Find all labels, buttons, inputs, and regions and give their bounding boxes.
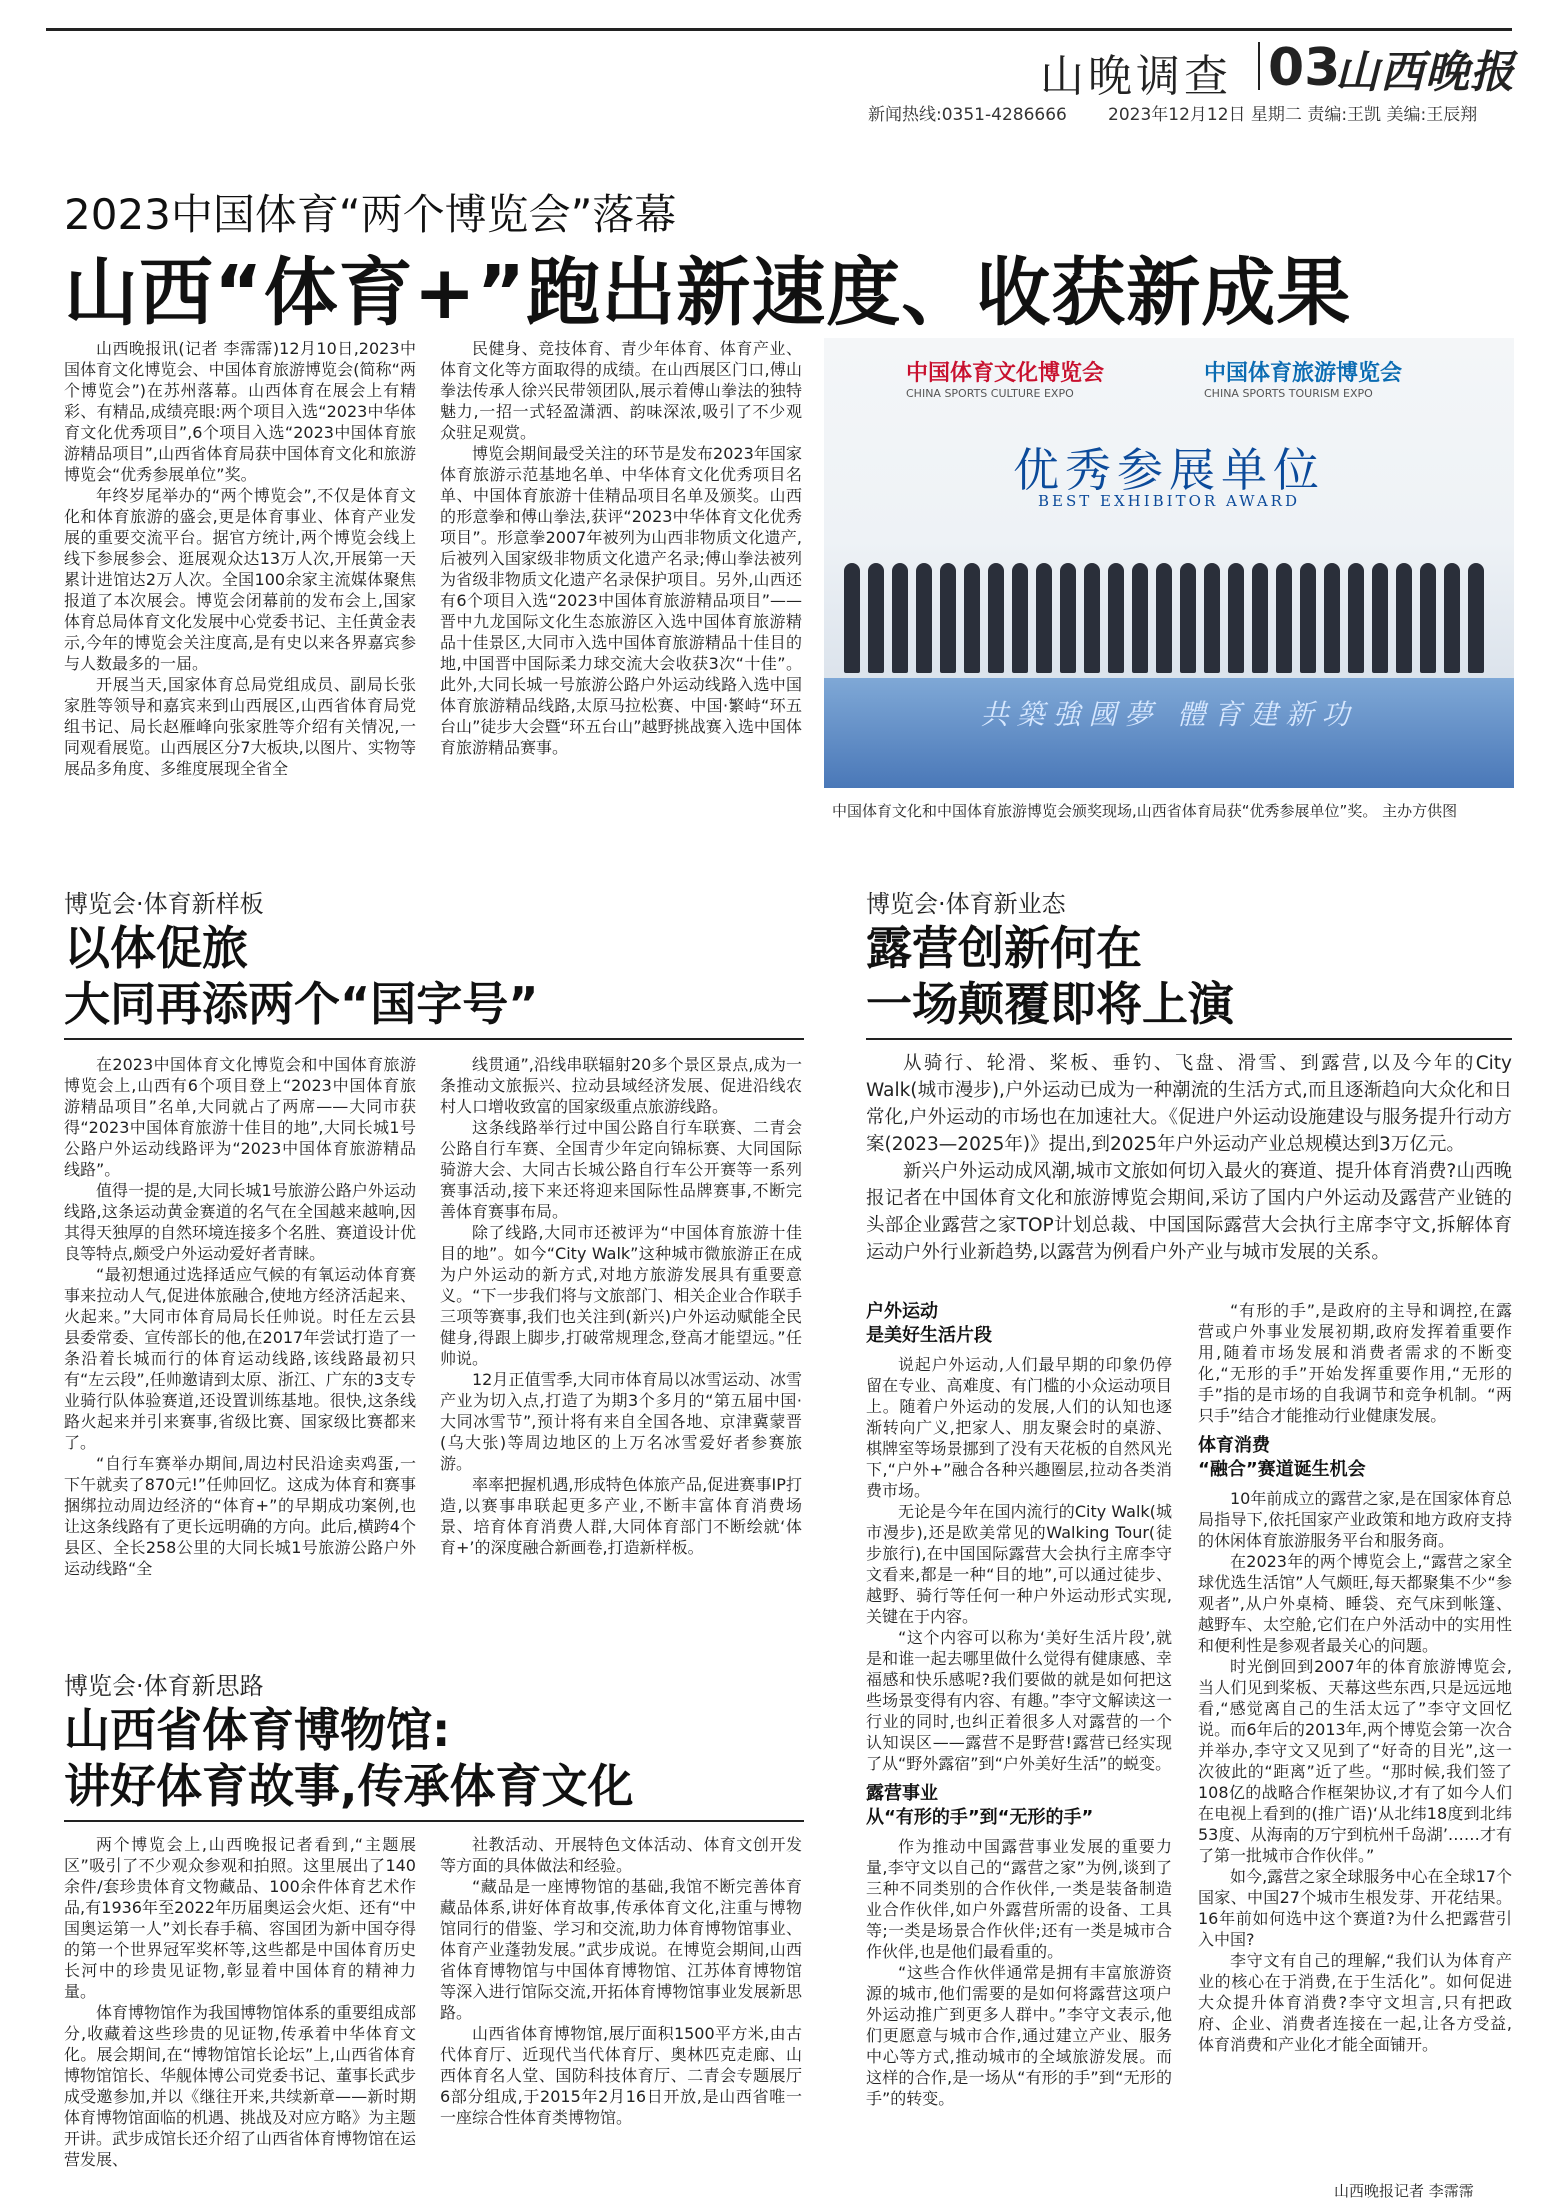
page-number: 03 (1268, 38, 1341, 98)
paragraph: 从骑行、轮滑、桨板、垂钓、飞盘、滑雪、到露营,以及今年的City Walk(城市漫步),户外运动已成为一种潮流的生活方式,而且逐渐趋向大众化和日常化,户外运动的市场也在加速社大。《促进户外运动设施建设与服务提升行动方案(2023—2025年)》提出,到2025年户外运动产业总规模达到3万亿元。 (866, 1053, 1512, 1155)
paragraph: 山西晚报讯(记者 李霈霈)12月10日,2023中国体育文化博览会、中国体育旅游博览会(简称“两个博览会”)在苏州落幕。山西体育在展会上有精彩、有精品,成绩亮眼:两个项目入选“2023中华体育文化优秀项目”,6个项目入选“2023中国体育旅游精品项目”,山西省体育局获中国体育文化和旅游博览会“优秀参展单位”奖。 (64, 339, 416, 484)
paragraph: “自行车赛举办期间,周边村民沿途卖鸡蛋,一下午就卖了870元!”任帅回忆。这成为体育和赛事捆绑拉动周边经济的“体育+”的早期成功案例,也让这条线路有了更长远明确的方向。此后,横跨4个县区、全长258公里的大同长城1号旅游公路户外运动线路“全 (64, 1454, 416, 1578)
paragraph: “这些合作伙伴通常是拥有丰富旅游资源的城市,他们需要的是如何将露营这项户外运动推广到更多人群中。”李守文表示,他们更愿意与城市合作,通过建立产业、服务中心等方式,推动城市的全域旅游发展。而这样的合作,是一场从“有形的手”到“无形的手”的转变。 (866, 1963, 1172, 2108)
paragraph: 年终岁尾举办的“两个博览会”,不仅是体育文化和体育旅游的盛会,更是体育事业、体育产业发展的重要交流平台。据官方统计,两个博览会线上线下参展参会、逛展观众达13万人次,开展第一天累计进馆达2万人次。全国100余家主流媒体聚焦报道了本次展会。博览会闭幕前的发布会上,国家体育总局体育文化发展中心党委书记、主任黄金表示,今年的博览会关注度高,是有史以来各界嘉宾参与人数最多的一届。 (64, 486, 417, 673)
main-headline: 山西“体育+”跑出新速度、收获新成果 (64, 250, 1352, 336)
top-rule (46, 28, 1512, 31)
section-name: 山晚调查 (1040, 51, 1232, 102)
paragraph: 12月正值雪季,大同市体育局以冰雪运动、冰雪产业为切入点,打造了为期3个多月的“第五届中国·大同冰雪节”,预计将有来自全国各地、京津冀蒙晋(乌大张)等周边地区的上万名冰雪爱好者参赛旅游。 (440, 1370, 802, 1473)
subhead-consumption: 体育消费 “融合”赛道诞生机会 (1198, 1435, 1366, 1480)
award-recipients (824, 533, 1514, 683)
newspaper-logo: 山西晚报 (1335, 47, 1515, 98)
paragraph: 无论是今年在国内流行的City Walk(城市漫步),还是欧美常见的Walking Tour(徒步旅行),在中国国际露营大会执行主席李守文看来,都是一种“目的地”,可以通过徒步、越野、骑行等任何一种户外运动形式实现,关键在于内容。 (866, 1502, 1172, 1626)
date-editors: 2023年12月12日 星期二 责编:王凯 美编:王辰翔 (1108, 105, 1478, 125)
masthead-divider (1258, 42, 1260, 90)
paragraph: 这条线路举行过中国公路自行车联赛、二青会公路自行车赛、全国青少年定向锦标赛、大同国际骑游大会、大同古长城公路自行车公开赛等一系列赛事活动,接下来还将迎来国际性品牌赛事,不断完善体育赛事布局。 (440, 1118, 802, 1221)
award-title-en: BEST EXHIBITOR AWARD (1037, 492, 1301, 510)
datong-kicker: 博览会·体育新样板 (64, 890, 264, 918)
paragraph: 博览会期间最受关注的环节是发布2023年国家体育旅游示范基地名单、中华体育文化优秀项目名单、中国体育旅游十佳精品项目名单及颁奖。山西的形意拳和傅山拳法,获评“2023中华体育文化优秀项目”。形意拳2007年被列为山西非物质文化遗产,后被列入国家级非物质文化遗产名录;傅山拳法被列为省级非物质文化遗产名录保护项目。另外,山西还有6个项目入选“2023中国体育旅游精品项目”——晋中九龙国际文化生态旅游区入选中国体育旅游精品十佳景区,大同市入选中国体育旅游精品十佳目的地,中国晋中国际柔力球交流大会收获3次“十佳”。此外,大同长城一号旅游公路户外运动线路入选中国体育旅游精品线路,太原马拉松赛、中国·繁峙“环五台山”徒步大会暨“环五台山”越野挑战赛入选中国体育旅游精品赛事。 (440, 444, 802, 757)
award-title: 优秀参展单位 (1013, 443, 1325, 497)
main-col-2 (440, 338, 802, 758)
paragraph: “最初想通过选择适应气候的有氧运动体育赛事来拉动人气,促进体旅融合,使地方经济活起来、火起来。”大同市体育局局长任帅说。时任左云县县委常委、宣传部长的他,在2017年尝试打造了一条沿着长城而行的体育运动线路,该线路最初只有“左云段”,任帅邀请到太原、浙江、广东的3支专业骑行队体验赛道,还设置训练基地。很快,这条线路火起来并引来赛事,省级比赛、国家级比赛都来了。 (64, 1265, 416, 1452)
news-hotline: 新闻热线:0351-4286666 (868, 105, 1067, 125)
subhead-outdoor: 户外运动 是美好生活片段 (866, 1301, 992, 1346)
paragraph: 新兴户外运动成风潮,城市文旅如何切入最火的赛道、提升体育消费?山西晚报记者在中国体育文化和旅游博览会期间,采访了国内户外运动及露营产业链的头部企业露营之家TOP计划总裁、中国国际露营大会执行主席李守文,拆解体育运动户外行业新趋势,以露营为例看户外产业与城市发展的关系。 (866, 1161, 1512, 1263)
camping-col-2 (1198, 1300, 1512, 2055)
paragraph: 线贯通”,沿线串联辐射20多个景区景点,成为一条推动文旅振兴、拉动县域经济发展、促进沿线农村人口增收致富的国家级重点旅游线路。 (440, 1055, 802, 1116)
paragraph: 两个博览会上,山西晚报记者看到,“主题展区”吸引了不少观众参观和拍照。这里展出了140余件/套珍贵体育文物藏品、100余件体育艺术作品,有1936年至2022年历届奥运会火炬、还有“中国奥运第一人”刘长春手稿、容国团为新中国夺得的第一个世界冠军奖杯等,这些都是中国体育历史长河中的珍贵见证物,彰显着中国体育的精神力量。 (64, 1835, 416, 2001)
paragraph: 作为推动中国露营事业发展的重要力量,李守文以自己的“露营之家”为例,谈到了三种不同类别的合作伙伴,一类是装备制造业合作伙伴,如户外露营所需的设备、工具等;一类是场景合作伙伴;还有一类是城市合作伙伴,也是他们最看重的。 (866, 1837, 1172, 1961)
paragraph: 在2023中国体育文化博览会和中国体育旅游博览会上,山西有6个项目登上“2023中国体育旅游精品项目”名单,大同就占了两席——大同市获得“2023中国体育旅游十佳目的地”,大同长城1号公路户外运动线路评为“2023中国体育旅游精品线路”。 (64, 1055, 416, 1179)
tourism-expo-logo: 中国体育旅游博览会 CHINA SPORTS TOURISM EXPO (1204, 361, 1403, 400)
paragraph: “藏品是一座博物馆的基础,我馆不断完善体育藏品体系,讲好体育故事,传承体育文化,注重与博物馆同行的借鉴、学习和交流,助力体育博物馆事业、体育产业蓬勃发展。”武步成说。在博览会期间,山西省体育博物馆与中国体育博物馆、江苏体育博物馆等深入进行馆际交流,开拓体育博物馆事业发展新思路。 (440, 1877, 802, 2022)
subhead-camping-business: 露营事业 从“有形的手”到“无形的手” (866, 1783, 1094, 1828)
paragraph: “这个内容可以称为‘美好生活片段’,就是和谁一起去哪里做什么觉得有健康感、幸福感和快乐感呢?我们要做的就是如何把这些场景变得有内容、有趣。”李守文解读这一行业的同时,也纠正着很多人对露营的一个认知误区——露营不是野营!露营已经实现了从“野外露宿”到“户外美好生活”的蜕变。 (866, 1628, 1172, 1773)
museum-headline: 山西省体育博物馆: 讲好体育故事,传承体育文化 (64, 1703, 634, 1813)
main-kicker: 2023中国体育“两个博览会”落幕 (64, 190, 677, 239)
camping-kicker: 博览会·体育新业态 (866, 890, 1066, 918)
paragraph: 社教活动、开展特色文体活动、体育文创开发等方面的具体做法和经验。 (440, 1835, 802, 1875)
museum-col-1 (64, 1834, 416, 2170)
paragraph: 率率把握机遇,形成特色体旅产品,促进赛事IP打造,以赛事串联起更多产业,不断丰富体育消费场景、培育体育消费人群,大同体育部门不断绘就‘体育+’的深度融合新画卷,打造新样板。 (440, 1475, 802, 1557)
award-photo (824, 338, 1514, 788)
datong-col-2 (440, 1054, 802, 1558)
stage-slogan: 共築強國夢 體育建新功 (980, 698, 1358, 731)
datong-headline: 以体促旅 大同再添两个“国字号” (64, 921, 539, 1031)
photo-caption: 中国体育文化和中国体育旅游博览会颁奖现场,山西省体育局获“优秀参展单位”奖。 主办方供图 (832, 802, 1458, 820)
paragraph: 体育博物馆作为我国博物馆体系的重要组成部分,收藏着这些珍贵的见证物,传承着中华体育文化。展会期间,在“博物馆馆长论坛”上,山西省体育博物馆馆长、华舰体博公司党委书记、董事长武步成受邀参加,并以《继往开来,共续新章——新时期体育博物馆面临的机遇、挑战及对应方略》为主题开讲。武步成馆长还介绍了山西省体育博物馆在运营发展、 (64, 2003, 417, 2169)
paragraph: 在2023年的两个博览会上,“露营之家全球优选生活馆”人气颇旺,每天都聚集不少“参观者”,从户外桌椅、睡袋、充气床到帐篷、越野车、太空舱,它们在户外活动中的实用性和便利性是参观者最关心的问题。 (1198, 1552, 1512, 1655)
datong-col-1 (64, 1054, 416, 1579)
camping-lead (866, 1050, 1512, 1266)
paragraph: 说起户外运动,人们最早期的印象仍停留在专业、高难度、有门槛的小众运动项目上。随着户外运动的发展,人们的认知也逐渐转向广义,把家人、朋友聚会时的桌游、棋牌室等场景挪到了没有天花板的自然风光下,“户外+”融合各种兴趣圈层,拉动各类消费市场。 (866, 1355, 1172, 1500)
culture-expo-logo: 中国体育文化博览会 CHINA SPORTS CULTURE EXPO (906, 361, 1105, 400)
paragraph: 民健身、竞技体育、青少年体育、体育产业、体育文化等方面取得的成绩。在山西展区门口,傅山拳法传承人徐兴民带领团队,展示着傅山拳法的独特魅力,一招一式轻盈潇洒、韵味深浓,吸引了不少观众驻足观赏。 (440, 339, 802, 442)
camping-headline: 露营创新何在 一场颠覆即将上演 (866, 921, 1234, 1031)
paragraph: 开展当天,国家体育总局党组成员、副局长张家胜等领导和嘉宾来到山西展区,山西省体育局党组书记、局长赵雁峰向张家胜等介绍有关情况,一同观看展览。山西展区分7大板块,以图片、实物等展品多角度、多维度展现全省全 (64, 675, 416, 778)
museum-kicker: 博览会·体育新思路 (64, 1672, 264, 1700)
paragraph: 山西省体育博物馆,展厅面积1500平方米,由古代体育厅、近现代当代体育厅、奥林匹克走廊、山西体育名人堂、国防科技体育厅、二青会专题展厅6部分组成,于2015年2月16日开放,是山西省唯一一座综合性体育类博物馆。 (440, 2024, 802, 2127)
paragraph: 如今,露营之家全球服务中心在全球17个国家、中国27个城市生根发芽、开花结果。16年前如何选中这个赛道?为什么把露营引入中国? (1198, 1867, 1512, 1949)
paragraph: 时光倒回到2007年的体育旅游博览会,当人们见到桨板、天幕这些东西,只是远远地看,“感觉离自己的生活太远了”李守文回忆说。而6年后的2013年,两个博览会第一次合并举办,李守文又见到了“好奇的目光”,这一次彼此的“距离”近了些。“那时候,我们签了108亿的战略合作框架协议,才有了如今人们在电视上看到的(推广语)‘从北纬18度到北纬53度、从海南的万宁到杭州千岛湖’……才有了第一批城市合作伙伴。” (1198, 1657, 1512, 1865)
section-rule (866, 1038, 1512, 1040)
museum-col-2 (440, 1834, 802, 2128)
byline: 山西晚报记者 李霈霈 (1334, 2182, 1474, 2200)
main-col-1 (64, 338, 416, 779)
paragraph: 李守文有自己的理解,“我们认为体育产业的核心在于消费,在于生活化”。如何促进大众提升体育消费?李守文坦言,只有把政府、企业、消费者连接在一起,让各方受益,体育消费和产业化才能全面铺开。 (1198, 1951, 1512, 2054)
section-rule (64, 1038, 804, 1040)
section-rule (64, 1820, 804, 1822)
paragraph: “有形的手”,是政府的主导和调控,在露营或户外事业发展初期,政府发挥着重要作用,随着市场发展和消费者需求的不断变化,“无形的手”开始发挥重要作用,“无形的手”指的是市场的自我调节和竞争机制。“两只手”结合才能推动行业健康发展。 (1198, 1301, 1512, 1425)
paragraph: 除了线路,大同市还被评为“中国体育旅游十佳目的地”。如今“City Walk”这种城市微旅游正在成为户外运动的新方式,对地方旅游发展具有重要意义。“下一步我们将与文旅部门、相关企业合作联手三项等赛事,我们也关注到(新兴)户外运动赋能全民健身,得跟上脚步,打破常规理念,登高才能望远。”任帅说。 (440, 1223, 802, 1368)
paragraph: 值得一提的是,大同长城1号旅游公路户外运动线路,这条运动黄金赛道的名气在全国越来越响,因其得天独厚的自然环境连接多个名胜、赛道设计优良等特点,颇受户外运动爱好者青睐。 (64, 1181, 417, 1263)
paragraph: 10年前成立的露营之家,是在国家体育总局指导下,依托国家产业政策和地方政府支持的休闲体育旅游服务平台和服务商。 (1198, 1489, 1512, 1550)
camping-col-1 (866, 1300, 1172, 2109)
